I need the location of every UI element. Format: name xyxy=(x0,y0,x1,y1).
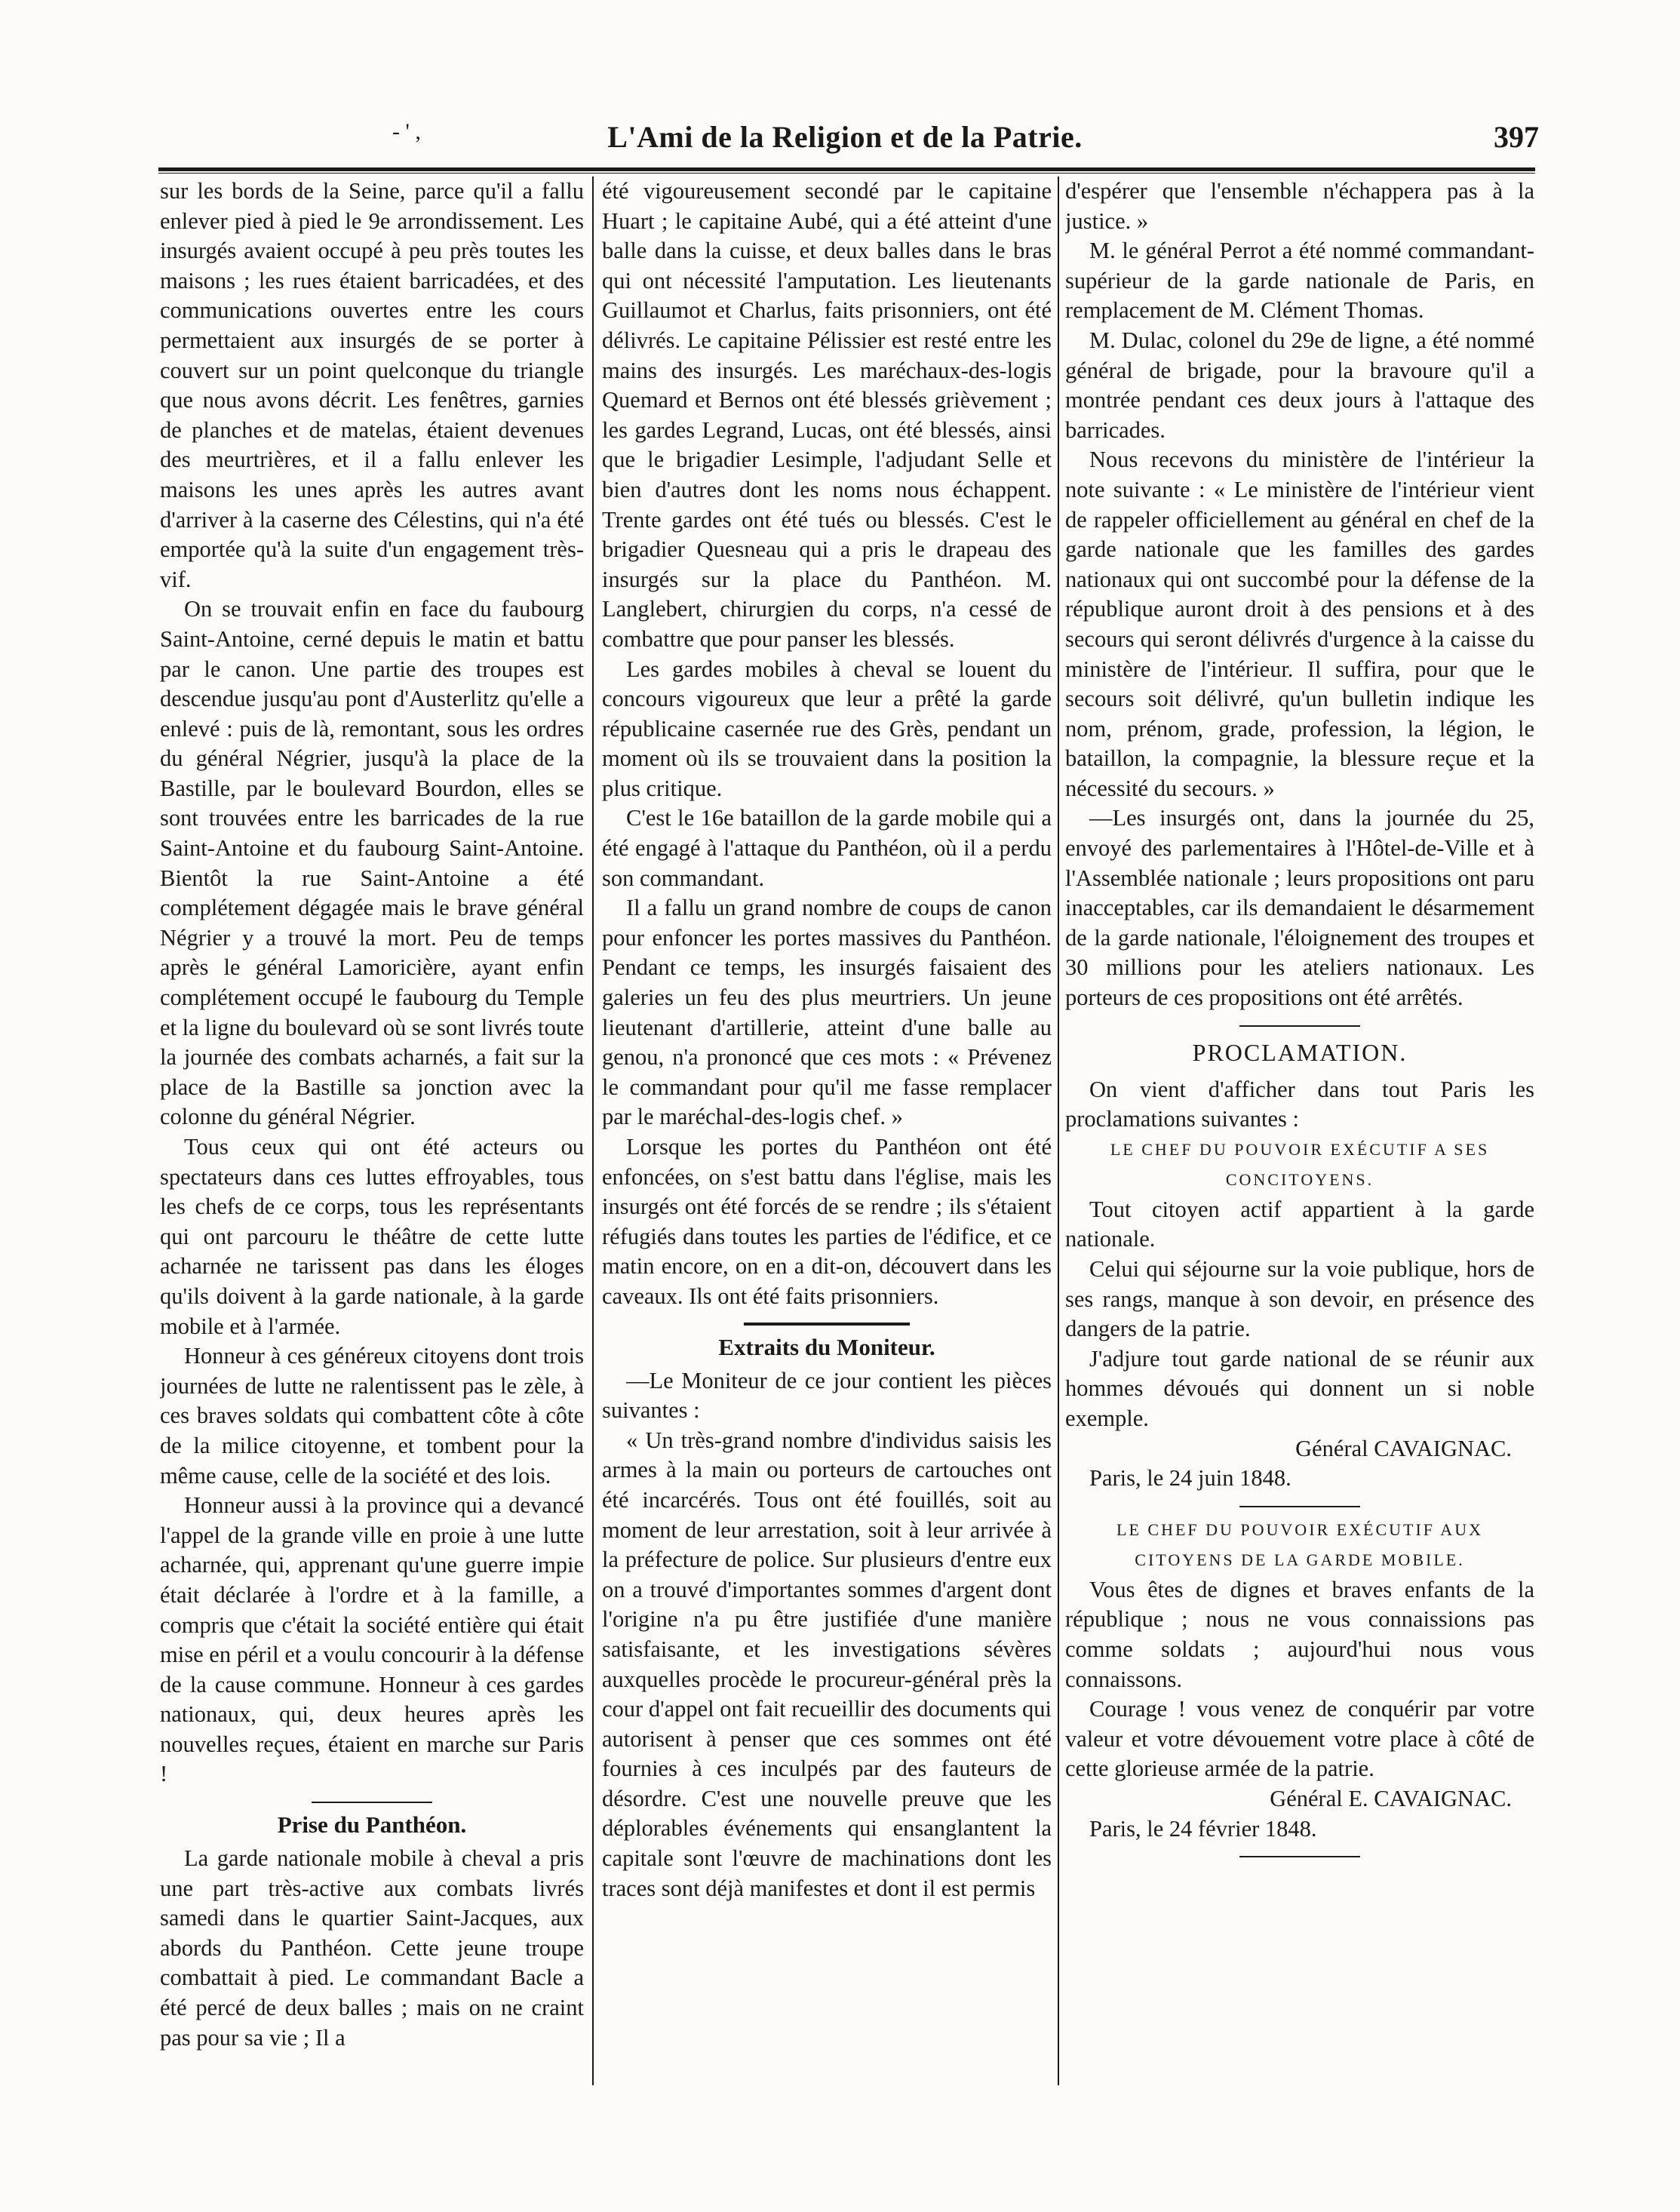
proclamation-title: LE CHEF DU POUVOIR EXÉCUTIF AUX xyxy=(1116,1519,1483,1539)
newspaper-title: L'Ami de la Religion et de la Patrie. xyxy=(607,120,1083,154)
paragraph: M. Dulac, colonel du 29e de ligne, a été nommé général de brigade, pour la bravoure qu'il a montrée pendant ces deux jours à l'attaque des barricades. xyxy=(1065,327,1534,443)
paragraph: Tous ceux qui ont été acteurs ou spectateurs dans ces luttes effroyables, tous les chefs de ce corps, tous les représentants qui ont parcouru le théâtre de cette lutte acharnée ne tarissent pas dans les éloges qu'ils doivent à la garde nationale, à la garde mobile et à l'armée. xyxy=(160,1134,584,1339)
section-divider xyxy=(1239,1025,1360,1027)
paragraph: Courage ! vous venez de conquérir par votre valeur et votre dévouement votre place à côté de cette glorieuse armée de la patrie. xyxy=(1065,1696,1534,1782)
paragraph: C'est le 16e bataillon de la garde mobile qui a été engagé à l'attaque du Panthéon, où il a perdu son commandant. xyxy=(602,805,1052,891)
paragraph: J'adjure tout garde national de se réunir aux hommes dévoués qui donnent un si noble exemple. xyxy=(1065,1345,1534,1431)
column-divider-2 xyxy=(1058,177,1059,2085)
column-divider-1 xyxy=(592,177,594,2085)
paragraph: sur les bords de la Seine, parce qu'il a fallu enlever pied à pied le 9e arrondissement. Les insurgés avaient occupé à peu près toutes les maisons ; les rues étaient barricadées, et des communications ouvertes entre les cours permettaient aux insurgés de se porter à couvert sur un point quelconque du triangle que nous avons décrit. Les fenêtres, garnies de planches et de matelas, étaient devenues des meurtrières, et il a fallu enlever les maisons les unes après les autres avant d'arriver à la caserne des Célestins, qui n'a été emportée qu'à la suite d'un engagement très-vif. xyxy=(160,178,584,592)
paragraph: Il a fallu un grand nombre de coups de canon pour enfoncer les portes massives du Panthéon. Pendant ce temps, les insurgés faisaient des galeries un feu des plus meurtriers. Un jeune lieutenant d'artillerie, atteint d'une balle au genou, n'a prononcé que ces mots : « Prévenez le commandant pour qu'il me fasse remplacer par le maréchal-des-logis chef. » xyxy=(602,895,1052,1130)
section-divider xyxy=(1239,1856,1360,1857)
section-divider xyxy=(1239,1506,1360,1507)
page-number: 397 xyxy=(1494,120,1539,154)
paragraph: On vient d'afficher dans tout Paris les proclamations suivantes : xyxy=(1065,1076,1534,1132)
header-rule xyxy=(158,167,1535,174)
proclamation-heading: PROCLAMATION. xyxy=(1192,1038,1408,1066)
paragraph: —Le Moniteur de ce jour contient les pièces suivantes : xyxy=(602,1367,1052,1424)
paragraph: M. le général Perrot a été nommé commandant-supérieur de la garde nationale de Paris, en remplacement de M. Clément Thomas. xyxy=(1065,238,1534,324)
proclamation-title: CITOYENS DE LA GARDE MOBILE. xyxy=(1135,1550,1465,1569)
signature: Général CAVAIGNAC. xyxy=(1295,1435,1512,1461)
paragraph: Honneur à ces généreux citoyens dont trois journées de lutte ne ralentissent pas le zèle, à ces braves soldats qui combattent côte à côte de la milice citoyenne, et tombent pour la même cause, celle de la société et des lois. xyxy=(160,1343,584,1488)
dateline: Paris, le 24 février 1848. xyxy=(1089,1815,1317,1842)
column-1 xyxy=(160,177,584,2093)
section-heading: Prise du Panthéon. xyxy=(277,1811,467,1839)
signature: Général E. CAVAIGNAC. xyxy=(1270,1785,1512,1811)
paragraph: Les gardes mobiles à cheval se louent du concours vigoureux que leur a prêté la garde républicaine casernée rue des Grès, pendant un moment où ils se trouvaient dans la position la plus critique. xyxy=(602,656,1052,801)
proclamation-title: CONCITOYENS. xyxy=(1225,1169,1374,1189)
column-3 xyxy=(1065,177,1534,2093)
section-divider xyxy=(312,1802,432,1803)
dateline: Paris, le 24 juin 1848. xyxy=(1089,1465,1291,1492)
paragraph: La garde nationale mobile à cheval a pris une part très-active aux combats livrés samedi dans le quartier Saint-Jacques, aux abords du Panthéon. Cette jeune troupe combattait à pied. Le commandant Bacle a été percé de deux balles ; mais on ne craint pas pour sa vie ; Il a xyxy=(160,1845,584,2051)
page-header xyxy=(151,113,1539,166)
proclamation-title: LE CHEF DU POUVOIR EXÉCUTIF A SES xyxy=(1110,1139,1490,1159)
paragraph: Nous recevons du ministère de l'intérieur la note suivante : « Le ministère de l'intérieur vient de rappeler officiellement au général en chef de la garde nationale que les familles des gardes nationaux qui ont succombé pour la défense de la république auront droit à des pensions et à des secours qui seront délivrés d'urgence à la caisse du ministère de l'intérieur. Il suffira, pour que le secours soit délivré, qu'un bulletin indique les nom, prénom, grade, profession, la légion, le bataillon, la compagnie, la blessure reçue et la nécessité du secours. » xyxy=(1065,447,1534,801)
paragraph: Tout citoyen actif appartient à la garde nationale. xyxy=(1065,1196,1534,1252)
paragraph: Honneur aussi à la province qui a devancé l'appel de la grande ville en proie à une lutte acharnée, qui, apprenant qu'une guerre impie était déclarée à l'ordre et à la famille, a compris que c'était la société entière qui était mise en péril et a voulu concourir à la défense de la cause commune. Honneur à ces gardes nationaux, qui, deux heures après les nouvelles reçues, étaient en marche sur Paris ! xyxy=(160,1492,584,1787)
paragraph: Vous êtes de dignes et braves enfants de la république ; nous ne vous connaissions pas comme soldats ; aujourd'hui nous vous connaissons. xyxy=(1065,1576,1534,1692)
paragraph: d'espérer que l'ensemble n'échappera pas à la justice. » xyxy=(1065,178,1534,234)
paragraph: Lorsque les portes du Panthéon ont été enfoncées, on s'est battu dans l'église, mais les insurgés ont été forcés de se rendre ; ils s'étaient réfugiés dans toutes les parties de l'édifice, et ce matin encore, on en a dit-on, découvert dans les caveaux. Ils ont été faits prisonniers. xyxy=(602,1134,1052,1309)
paragraph: Celui qui séjourne sur la voie publique, hors de ses rangs, manque à son devoir, en présence des dangers de la patrie. xyxy=(1065,1256,1534,1342)
paragraph: —Les insurgés ont, dans la journée du 25, envoyé des parlementaires à l'Hôtel-de-Ville et à l'Assemblée nationale ; leurs propositions ont paru inacceptables, car ils demandaient le désarmement de la garde nationale, l'éloignement des troupes et 30 millions pour les ateliers nationaux. Les porteurs de ces propositions ont été arrêtés. xyxy=(1065,805,1534,1011)
section-divider xyxy=(744,1323,910,1326)
paragraph: été vigoureusement secondé par le capitaine Huart ; le capitaine Aubé, qui a été atteint d'une balle dans la cuisse, et deux balles dans le bras qui ont nécessité l'amputation. Les lieutenants Guillaumot et Charlus, faits prisonniers, ont été délivrés. Le capitaine Pélissier est resté entre les mains des insurgés. Les maréchaux-des-logis Quemard et Bernos ont été blessés grièvement ; les gardes Legrand, Lucas, ont été blessés, ainsi que le brigadier Lesimple, l'adjudant Selle et bien d'autres dont les noms nous échappent. Trente gardes ont été tués ou blessés. C'est le brigadier Quesneau qui a pris le drapeau des insurgés sur la place du Panthéon. M. Langlebert, chirurgien du corps, n'a cessé de combattre que pour panser les blessés. xyxy=(602,178,1052,652)
paragraph: On se trouvait enfin en face du faubourg Saint-Antoine, cerné depuis le matin et battu par le canon. Une partie des troupes est descendue jusqu'au pont d'Austerlitz qu'elle a enlevé : puis de là, remontant, sous les ordres du général Négrier, jusqu'à la place de la Bastille, par le boulevard Bourdon, elles se sont trouvées entre les barricades de la rue Saint-Antoine et du faubourg Saint-Antoine. Bientôt la rue Saint-Antoine a été complétement dégagée mais le brave général Négrier y a trouvé la mort. Peu de temps après le général Lamoricière, ayant enfin complétement occupé le faubourg du Temple et la ligne du boulevard où se sont livrés toute la journée des combats acharnés, a fait sur la place de la Bastille sa jonction avec la colonne du général Négrier. xyxy=(160,596,584,1130)
paragraph: « Un très-grand nombre d'individus saisis les armes à la main ou porteurs de cartouches ont été incarcérés. Tous ont été fouillés, soit au moment de leur arrestation, soit à leur arrivée à la préfecture de police. Sur plusieurs d'entre eux on a trouvé d'importantes sommes d'argent dont l'origine n'a pu être justifiée d'une manière satisfaisante, et les investigations sévères auxquelles procède le procureur-général près la cour d'appel ont fait recueillir des documents qui autorisent à penser que ces sommes ont été fournies à ces inculpés par des fauteurs de désordre. C'est une nouvelle preuve que les déplorables événements qui ensanglantent la capitale sont l'œuvre de machinations dont les traces sont déjà manifestes et dont il est permis xyxy=(602,1427,1052,1901)
section-heading: Extraits du Moniteur. xyxy=(718,1333,935,1360)
column-2 xyxy=(602,177,1052,2093)
header-marks: - ' , xyxy=(392,119,421,144)
